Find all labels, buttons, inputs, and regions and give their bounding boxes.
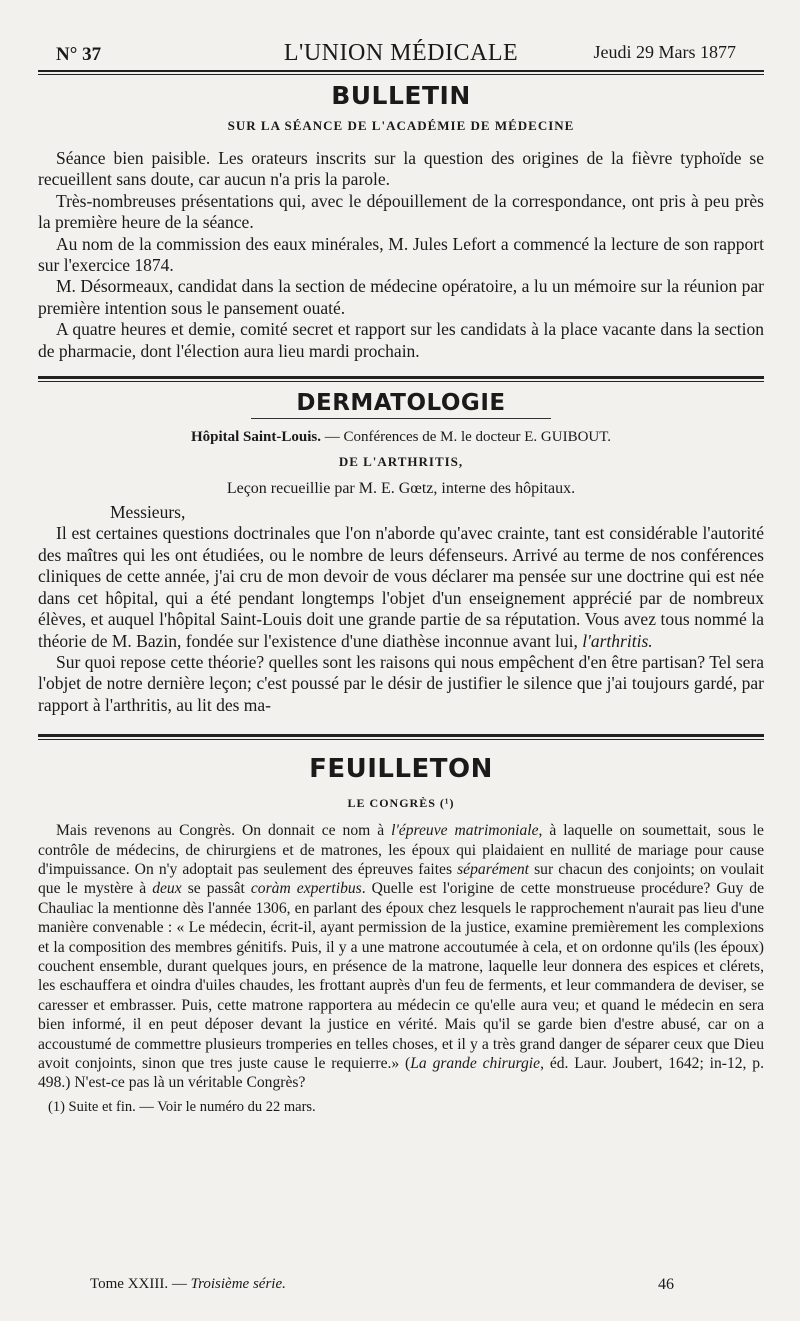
body-paragraph: Sur quoi repose cette théorie? quelles sont les raisons qui nous empêchent d'en être partisan? Tel sera l'objet de notre dernière leçon; c'est poussé par le désir de justifier le silence que j'ai toujours gardé, par rapport à l'arthritis, au lit des ma-	[38, 651, 764, 715]
italic-run: La grande chirurgie	[410, 1055, 541, 1072]
tome-label	[90, 1276, 286, 1293]
feuilleton-subtitle: LE CONGRÈS (¹)	[347, 796, 455, 811]
bulletin-paragraph: M. Désormeaux, candidat dans la section de médecine opératoire, a lu un mémoire sur la réunion par première intention sous le pansement ouaté.	[38, 276, 764, 318]
feuilleton-paragraph	[38, 821, 764, 1093]
bulletin-body	[38, 148, 764, 362]
bulletin-section	[38, 81, 764, 362]
dermatologie-title: DERMATOLOGIE	[296, 390, 506, 417]
text-run: , à laquelle on soumettait, sous le contrôle de médecins, de chirurgiens et de matrones, les époux qui plaidaient en nullité de mariage pour cause d'impuissance. On n'y adoptait pas seulement des épreuves faites	[38, 822, 764, 878]
italic-run: séparément	[457, 860, 529, 878]
feuilleton-rule	[38, 734, 764, 740]
hospital-line	[38, 429, 764, 446]
text-run: Mais revenons au Congrès. On donnait ce nom à	[56, 822, 392, 840]
feuilleton-section	[38, 754, 764, 1116]
paragraph-italic: l'arthritis.	[582, 630, 653, 651]
salutation: Messieurs,	[110, 502, 186, 523]
title-underline	[251, 418, 551, 419]
tome-text: Tome XXIII. —	[90, 1276, 191, 1292]
lecture-credit: Leçon recueillie par M. E. Gœtz, interne des hôpitaux.	[226, 480, 576, 498]
text-run: se passât	[181, 880, 251, 898]
text-run: , éd. Laur. Joubert, 1642; in-12, p. 498.) N'est-ce pas là un véritable Congrès?	[38, 1055, 765, 1092]
text-run: sur chacun des conjoints; on voulait que le mystère à	[38, 860, 764, 898]
bulletin-paragraph: A quatre heures et demie, comité secret et rapport sur les candidats à la place vacante dans la section de pharmacie, dont l'élection aura lieu mardi prochain.	[38, 319, 764, 361]
italic-run: l'épreuve matrimoniale	[391, 822, 539, 840]
page-number: 46	[658, 1276, 674, 1293]
feuilleton-body	[38, 821, 764, 1093]
bulletin-subtitle: SUR LA SÉANCE DE L'ACADÉMIE DE MÉDECINE	[227, 118, 575, 133]
serie-text: Troisième série.	[190, 1276, 286, 1292]
page-header	[38, 36, 764, 70]
feuilleton-title: FEUILLETON	[309, 754, 493, 785]
bulletin-paragraph: Très-nombreuses présentations qui, avec le dépouillement de la correspondance, ont pris à peu près la première heure de la séance.	[38, 190, 764, 233]
section-rule	[38, 376, 764, 382]
dermatologie-section	[38, 390, 764, 716]
issue-number: N° 37	[56, 44, 102, 65]
text-run: . Quelle est l'origine de cette monstrueuse procédure? Guy de Chauliac la mentionne dès l'année 1306, en parlant des époux chez lesquels le rapprochement n'aurait pas lieu d'une manière convenable : « Le médecin, écrit-il, ayant permission de la justice, examine premièrement les complexions et la composition des membres génitifs. Puis, il y a une matrone accoutumée à cela, et on ordonne qu'ils (les époux) couchent ensemble, durant quelques jours, en présence de la matrone, laquelle leur donnera des espices et clérets, les eschauffera et oindra d'uiles chaudes, les frottant auprès d'un feu de ferments, et leur commandera de deviser, se caresser et embrasser. Puis, cette matrone rapportera au médecin ce qu'elle aura veu; et quand le médecin en sera bien informé, il en peut déposer devant la justice en vérité. Mais qu'il se garde bien d'estre abusé, car on a accoustumé de commettre plusieurs tromperies en telles choses, et il y a très grand danger de séparer ceux que Dieu avoit conjoints, sinon que tres juste cause le requierre.» (	[38, 880, 764, 1072]
italic-run: deux	[152, 880, 182, 898]
bulletin-paragraph: Séance bien paisible. Les orateurs inscrits sur la question des origines de la fièvre typhoïde se recueillent sans doute, car aucun n'a pris la parole.	[38, 148, 764, 190]
dermatologie-body	[38, 502, 764, 716]
footnote: (1) Suite et fin. — Voir le numéro du 22 mars.	[48, 1098, 316, 1115]
header-rule	[38, 70, 764, 75]
conference-lecturer: — Conférences de M. le docteur E. GUIBOUT.	[320, 429, 612, 446]
issue-date: Jeudi 29 Mars 1877	[593, 42, 736, 62]
italic-run: coràm expertibus	[250, 880, 362, 898]
bulletin-title: BULLETIN	[331, 81, 471, 110]
paragraph-text: Il est certaines questions doctrinales que l'on n'aborde qu'avec crainte, tant est considérable l'autorité des maîtres qui les ont étudiées, ou le nombre de leurs défenseurs. Arrivé au terme de nos conférences cliniques de cette année, j'ai cru de mon devoir de vous déclarer ma pensée sur une doctrine qui est née dans cet hôpital, qui a été pendant longtemps l'objet d'un enseignement apprécié par de nombreux élèves, et auquel l'hôpital Saint-Louis doit une grande partie de sa réputation. Vous avez tous nommé la théorie de M. Bazin, fondée sur l'existence d'une diathèse inconnue avant lui,	[38, 523, 764, 651]
bulletin-paragraph: Au nom de la commission des eaux minérales, M. Jules Lefort a commencé la lecture de son rapport sur l'exercice 1874.	[38, 233, 764, 276]
body-paragraph	[38, 523, 764, 651]
lecture-topic: DE L'ARTHRITIS,	[338, 454, 464, 470]
journal-title: L'UNION MÉDICALE	[283, 40, 519, 66]
hospital-name: Hôpital Saint-Louis.	[190, 429, 321, 446]
